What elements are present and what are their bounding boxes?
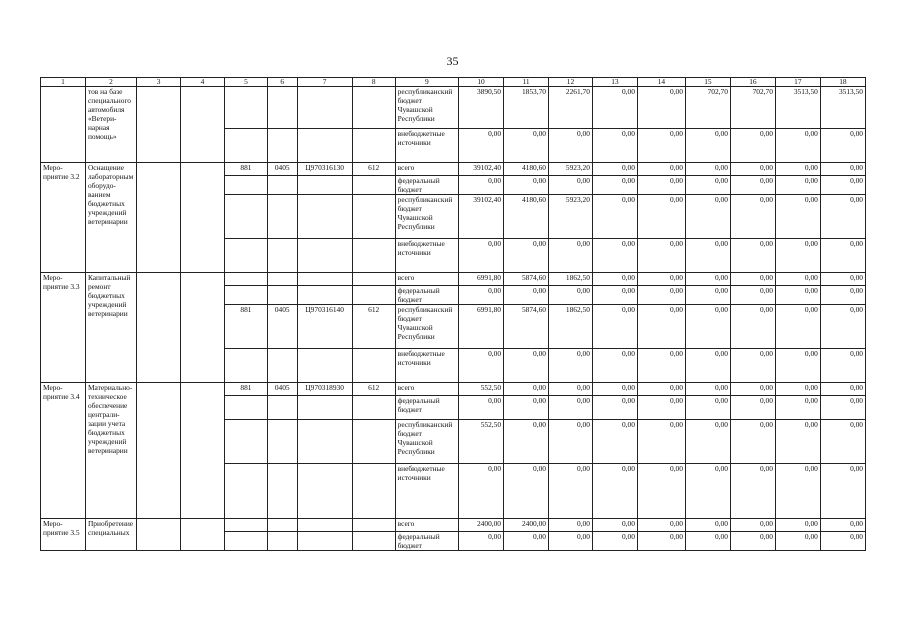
expense-type-cell	[352, 396, 395, 420]
activity-number-cell: Мероприятие 3.4	[41, 383, 86, 519]
amount-cell: 0,00	[459, 176, 504, 195]
amount-cell: 0,00	[775, 464, 820, 519]
funding-source-cell: внебюджетные источники	[395, 239, 458, 273]
amount-cell: 0,00	[548, 349, 592, 383]
column-number-row	[41, 78, 866, 87]
grbs-code-cell	[224, 273, 267, 286]
amount-cell: 0,00	[637, 286, 685, 305]
activity-number-cell: Мероприятие 3.3	[41, 273, 86, 383]
responsible-cell	[137, 163, 181, 273]
target-article-cell	[297, 286, 352, 305]
amount-cell: 0,00	[820, 305, 865, 349]
participants-cell	[181, 273, 225, 383]
amount-cell: 0,00	[820, 396, 865, 420]
target-article-cell: Ц970318930	[297, 383, 352, 396]
funding-source-cell: республиканский бюджет Чувашской Республики	[395, 420, 458, 464]
amount-cell: 0,00	[775, 532, 820, 551]
participants-cell	[181, 519, 225, 551]
amount-cell: 5923,20	[548, 163, 592, 176]
section-code-cell: 0405	[267, 383, 297, 396]
column-number-header: 2	[85, 78, 136, 87]
grbs-code-cell	[224, 176, 267, 195]
amount-cell: 0,00	[637, 464, 685, 519]
amount-cell: 0,00	[775, 286, 820, 305]
funding-source-cell: внебюджетные источники	[395, 349, 458, 383]
amount-cell: 3890,50	[459, 87, 504, 129]
amount-cell: 0,00	[820, 349, 865, 383]
amount-cell: 0,00	[592, 273, 637, 286]
amount-cell: 0,00	[775, 519, 820, 532]
expense-type-cell	[352, 349, 395, 383]
amount-cell: 1862,50	[548, 273, 592, 286]
amount-cell: 0,00	[730, 396, 775, 420]
amount-cell: 0,00	[685, 286, 730, 305]
amount-cell: 0,00	[730, 464, 775, 519]
amount-cell: 0,00	[775, 305, 820, 349]
amount-cell: 0,00	[592, 532, 637, 551]
budget-table	[40, 77, 866, 551]
column-number-header: 4	[181, 78, 225, 87]
amount-cell: 0,00	[820, 519, 865, 532]
amount-cell: 6991,80	[459, 273, 504, 286]
target-article-cell	[297, 396, 352, 420]
target-article-cell	[297, 519, 352, 532]
amount-cell: 0,00	[775, 420, 820, 464]
expense-type-cell: 612	[352, 305, 395, 349]
participants-cell	[181, 163, 225, 273]
amount-cell: 0,00	[459, 239, 504, 273]
amount-cell: 0,00	[637, 420, 685, 464]
amount-cell: 0,00	[820, 273, 865, 286]
grbs-code-cell	[224, 396, 267, 420]
activity-number-cell: Мероприятие 3.5	[41, 519, 86, 551]
amount-cell: 0,00	[592, 286, 637, 305]
amount-cell: 0,00	[459, 396, 504, 420]
amount-cell: 0,00	[685, 532, 730, 551]
column-number-header: 16	[730, 78, 775, 87]
amount-cell: 0,00	[592, 349, 637, 383]
expense-type-cell: 612	[352, 383, 395, 396]
section-code-cell: 0405	[267, 305, 297, 349]
amount-cell: 5874,60	[504, 305, 549, 349]
amount-cell: 0,00	[685, 176, 730, 195]
column-number-header: 10	[459, 78, 504, 87]
amount-cell: 2400,00	[504, 519, 549, 532]
funding-source-cell: федеральный бюджет	[395, 286, 458, 305]
amount-cell: 0,00	[637, 273, 685, 286]
grbs-code-cell	[224, 195, 267, 239]
amount-cell: 0,00	[548, 383, 592, 396]
amount-cell: 0,00	[592, 239, 637, 273]
amount-cell: 0,00	[730, 383, 775, 396]
amount-cell: 0,00	[685, 396, 730, 420]
funding-source-cell: внебюджетные источники	[395, 129, 458, 163]
funding-source-cell: республиканский бюджет Чувашской Республики	[395, 195, 458, 239]
amount-cell: 0,00	[548, 464, 592, 519]
amount-cell: 0,00	[730, 349, 775, 383]
amount-cell: 0,00	[820, 129, 865, 163]
amount-cell: 39102,40	[459, 163, 504, 176]
section-code-cell	[267, 176, 297, 195]
section-code-cell	[267, 464, 297, 519]
table-row	[41, 273, 866, 286]
amount-cell: 0,00	[548, 286, 592, 305]
amount-cell: 0,00	[504, 532, 549, 551]
grbs-code-cell	[224, 532, 267, 551]
activity-name-cell: Оснащение лабораторным оборудованием бюджетных учреждений ветеринарии	[85, 163, 136, 273]
amount-cell: 0,00	[548, 420, 592, 464]
amount-cell: 2261,70	[548, 87, 592, 129]
funding-source-cell: республиканский бюджет Чувашской Республики	[395, 305, 458, 349]
funding-source-cell: внебюджетные источники	[395, 464, 458, 519]
column-number-header: 3	[137, 78, 181, 87]
column-number-header: 12	[548, 78, 592, 87]
amount-cell: 0,00	[592, 305, 637, 349]
amount-cell: 5923,20	[548, 195, 592, 239]
grbs-code-cell: 881	[224, 383, 267, 396]
activity-number-cell: Мероприятие 3.2	[41, 163, 86, 273]
amount-cell: 0,00	[592, 195, 637, 239]
column-number-header: 17	[775, 78, 820, 87]
section-code-cell	[267, 239, 297, 273]
target-article-cell: Ц970316130	[297, 163, 352, 176]
target-article-cell: Ц970316140	[297, 305, 352, 349]
amount-cell: 0,00	[775, 129, 820, 163]
amount-cell: 0,00	[637, 163, 685, 176]
amount-cell: 0,00	[592, 87, 637, 129]
column-number-header: 9	[395, 78, 458, 87]
amount-cell: 0,00	[504, 420, 549, 464]
target-article-cell	[297, 464, 352, 519]
expense-type-cell	[352, 286, 395, 305]
amount-cell: 4180,60	[504, 163, 549, 176]
section-code-cell	[267, 273, 297, 286]
participants-cell	[181, 87, 225, 163]
expense-type-cell	[352, 195, 395, 239]
grbs-code-cell	[224, 464, 267, 519]
amount-cell: 0,00	[592, 163, 637, 176]
grbs-code-cell: 881	[224, 305, 267, 349]
amount-cell: 552,50	[459, 420, 504, 464]
amount-cell: 0,00	[637, 129, 685, 163]
amount-cell: 3513,50	[820, 87, 865, 129]
target-article-cell	[297, 87, 352, 129]
amount-cell: 0,00	[820, 420, 865, 464]
amount-cell: 0,00	[820, 176, 865, 195]
amount-cell: 0,00	[637, 195, 685, 239]
funding-source-cell: всего	[395, 519, 458, 532]
amount-cell: 0,00	[685, 129, 730, 163]
activity-name-cell: тов на базе специального автомобиля «Ветеринарная помощь»	[85, 87, 136, 163]
amount-cell: 0,00	[592, 519, 637, 532]
amount-cell: 0,00	[592, 464, 637, 519]
section-code-cell	[267, 195, 297, 239]
amount-cell: 0,00	[730, 239, 775, 273]
amount-cell: 0,00	[592, 396, 637, 420]
amount-cell: 0,00	[820, 239, 865, 273]
activity-number-cell	[41, 87, 86, 163]
target-article-cell	[297, 129, 352, 163]
column-number-header: 11	[504, 78, 549, 87]
expense-type-cell	[352, 420, 395, 464]
amount-cell: 0,00	[730, 519, 775, 532]
funding-source-cell: всего	[395, 273, 458, 286]
amount-cell: 552,50	[459, 383, 504, 396]
amount-cell: 0,00	[685, 305, 730, 349]
column-number-header: 6	[267, 78, 297, 87]
amount-cell: 0,00	[775, 383, 820, 396]
amount-cell: 0,00	[592, 176, 637, 195]
amount-cell: 0,00	[592, 383, 637, 396]
section-code-cell	[267, 519, 297, 532]
grbs-code-cell	[224, 129, 267, 163]
amount-cell: 0,00	[685, 349, 730, 383]
column-number-header: 15	[685, 78, 730, 87]
activity-name-cell: Капитальный ремонт бюджетных учреждений ветеринарии	[85, 273, 136, 383]
amount-cell: 0,00	[730, 420, 775, 464]
amount-cell: 0,00	[504, 464, 549, 519]
responsible-cell	[137, 383, 181, 519]
amount-cell: 0,00	[775, 163, 820, 176]
amount-cell: 0,00	[730, 176, 775, 195]
amount-cell: 0,00	[637, 349, 685, 383]
expense-type-cell	[352, 176, 395, 195]
grbs-code-cell	[224, 87, 267, 129]
amount-cell: 0,00	[459, 286, 504, 305]
amount-cell: 2400,00	[459, 519, 504, 532]
funding-source-cell: республиканский бюджет Чувашской Республики	[395, 87, 458, 129]
responsible-cell	[137, 519, 181, 551]
expense-type-cell	[352, 519, 395, 532]
amount-cell: 6991,80	[459, 305, 504, 349]
amount-cell: 0,00	[592, 420, 637, 464]
amount-cell: 0,00	[637, 87, 685, 129]
amount-cell: 0,00	[459, 349, 504, 383]
amount-cell: 0,00	[775, 349, 820, 383]
activity-name-cell: Материально-техническое обеспечение централизации учета бюджетных учреждений ветеринарии	[85, 383, 136, 519]
amount-cell: 0,00	[730, 305, 775, 349]
column-number-header: 7	[297, 78, 352, 87]
section-code-cell	[267, 129, 297, 163]
amount-cell: 0,00	[548, 532, 592, 551]
grbs-code-cell	[224, 286, 267, 305]
amount-cell: 0,00	[637, 519, 685, 532]
amount-cell: 0,00	[504, 239, 549, 273]
amount-cell: 0,00	[775, 176, 820, 195]
amount-cell: 0,00	[820, 195, 865, 239]
amount-cell: 0,00	[730, 163, 775, 176]
target-article-cell	[297, 273, 352, 286]
amount-cell: 0,00	[775, 239, 820, 273]
amount-cell: 0,00	[820, 383, 865, 396]
expense-type-cell	[352, 464, 395, 519]
funding-source-cell: всего	[395, 163, 458, 176]
amount-cell: 0,00	[504, 286, 549, 305]
section-code-cell	[267, 532, 297, 551]
amount-cell: 0,00	[459, 532, 504, 551]
section-code-cell	[267, 396, 297, 420]
participants-cell	[181, 383, 225, 519]
column-number-header: 14	[637, 78, 685, 87]
amount-cell: 702,70	[730, 87, 775, 129]
amount-cell: 0,00	[775, 273, 820, 286]
responsible-cell	[137, 273, 181, 383]
amount-cell: 0,00	[459, 129, 504, 163]
funding-source-cell: федеральный бюджет	[395, 396, 458, 420]
amount-cell: 0,00	[685, 273, 730, 286]
table-row	[41, 383, 866, 396]
amount-cell: 0,00	[548, 129, 592, 163]
column-number-header: 1	[41, 78, 86, 87]
amount-cell: 0,00	[637, 176, 685, 195]
amount-cell: 0,00	[548, 396, 592, 420]
amount-cell: 0,00	[504, 349, 549, 383]
target-article-cell	[297, 239, 352, 273]
amount-cell: 702,70	[685, 87, 730, 129]
amount-cell: 0,00	[504, 129, 549, 163]
funding-source-cell: федеральный бюджет	[395, 176, 458, 195]
expense-type-cell	[352, 273, 395, 286]
grbs-code-cell	[224, 420, 267, 464]
expense-type-cell	[352, 532, 395, 551]
amount-cell: 0,00	[504, 383, 549, 396]
target-article-cell	[297, 349, 352, 383]
amount-cell: 0,00	[637, 239, 685, 273]
responsible-cell	[137, 87, 181, 163]
column-number-header: 18	[820, 78, 865, 87]
expense-type-cell	[352, 87, 395, 129]
amount-cell: 0,00	[820, 464, 865, 519]
amount-cell: 0,00	[820, 286, 865, 305]
amount-cell: 0,00	[730, 286, 775, 305]
table-row	[41, 519, 866, 532]
amount-cell: 0,00	[637, 396, 685, 420]
amount-cell: 0,00	[730, 532, 775, 551]
amount-cell: 0,00	[730, 273, 775, 286]
column-number-header: 13	[592, 78, 637, 87]
amount-cell: 0,00	[685, 420, 730, 464]
amount-cell: 0,00	[504, 396, 549, 420]
amount-cell: 5874,60	[504, 273, 549, 286]
amount-cell: 39102,40	[459, 195, 504, 239]
amount-cell: 0,00	[685, 464, 730, 519]
table-row	[41, 87, 866, 129]
amount-cell: 0,00	[637, 532, 685, 551]
amount-cell: 0,00	[775, 195, 820, 239]
expense-type-cell	[352, 239, 395, 273]
amount-cell: 0,00	[637, 305, 685, 349]
funding-source-cell: федеральный бюджет	[395, 532, 458, 551]
amount-cell: 0,00	[637, 383, 685, 396]
amount-cell: 0,00	[548, 239, 592, 273]
amount-cell: 0,00	[548, 176, 592, 195]
section-code-cell	[267, 286, 297, 305]
section-code-cell	[267, 420, 297, 464]
funding-source-cell: всего	[395, 383, 458, 396]
section-code-cell	[267, 349, 297, 383]
target-article-cell	[297, 195, 352, 239]
grbs-code-cell	[224, 239, 267, 273]
amount-cell: 0,00	[504, 176, 549, 195]
amount-cell: 0,00	[730, 129, 775, 163]
amount-cell: 0,00	[730, 195, 775, 239]
amount-cell: 0,00	[459, 464, 504, 519]
amount-cell: 0,00	[548, 519, 592, 532]
target-article-cell	[297, 176, 352, 195]
target-article-cell	[297, 420, 352, 464]
amount-cell: 3513,50	[775, 87, 820, 129]
grbs-code-cell	[224, 519, 267, 532]
amount-cell: 1862,50	[548, 305, 592, 349]
expense-type-cell: 612	[352, 163, 395, 176]
grbs-code-cell: 881	[224, 163, 267, 176]
column-number-header: 5	[224, 78, 267, 87]
target-article-cell	[297, 532, 352, 551]
section-code-cell: 0405	[267, 163, 297, 176]
amount-cell: 4180,60	[504, 195, 549, 239]
amount-cell: 0,00	[820, 163, 865, 176]
amount-cell: 0,00	[685, 383, 730, 396]
table-row	[41, 163, 866, 176]
column-number-header: 8	[352, 78, 395, 87]
amount-cell: 0,00	[685, 519, 730, 532]
activity-name-cell: Приобретение специальных	[85, 519, 136, 551]
expense-type-cell	[352, 129, 395, 163]
grbs-code-cell	[224, 349, 267, 383]
section-code-cell	[267, 87, 297, 129]
amount-cell: 1853,70	[504, 87, 549, 129]
amount-cell: 0,00	[592, 129, 637, 163]
amount-cell: 0,00	[775, 396, 820, 420]
amount-cell: 0,00	[685, 163, 730, 176]
page-number: 35	[446, 54, 459, 68]
amount-cell: 0,00	[685, 239, 730, 273]
amount-cell: 0,00	[820, 532, 865, 551]
amount-cell: 0,00	[685, 195, 730, 239]
